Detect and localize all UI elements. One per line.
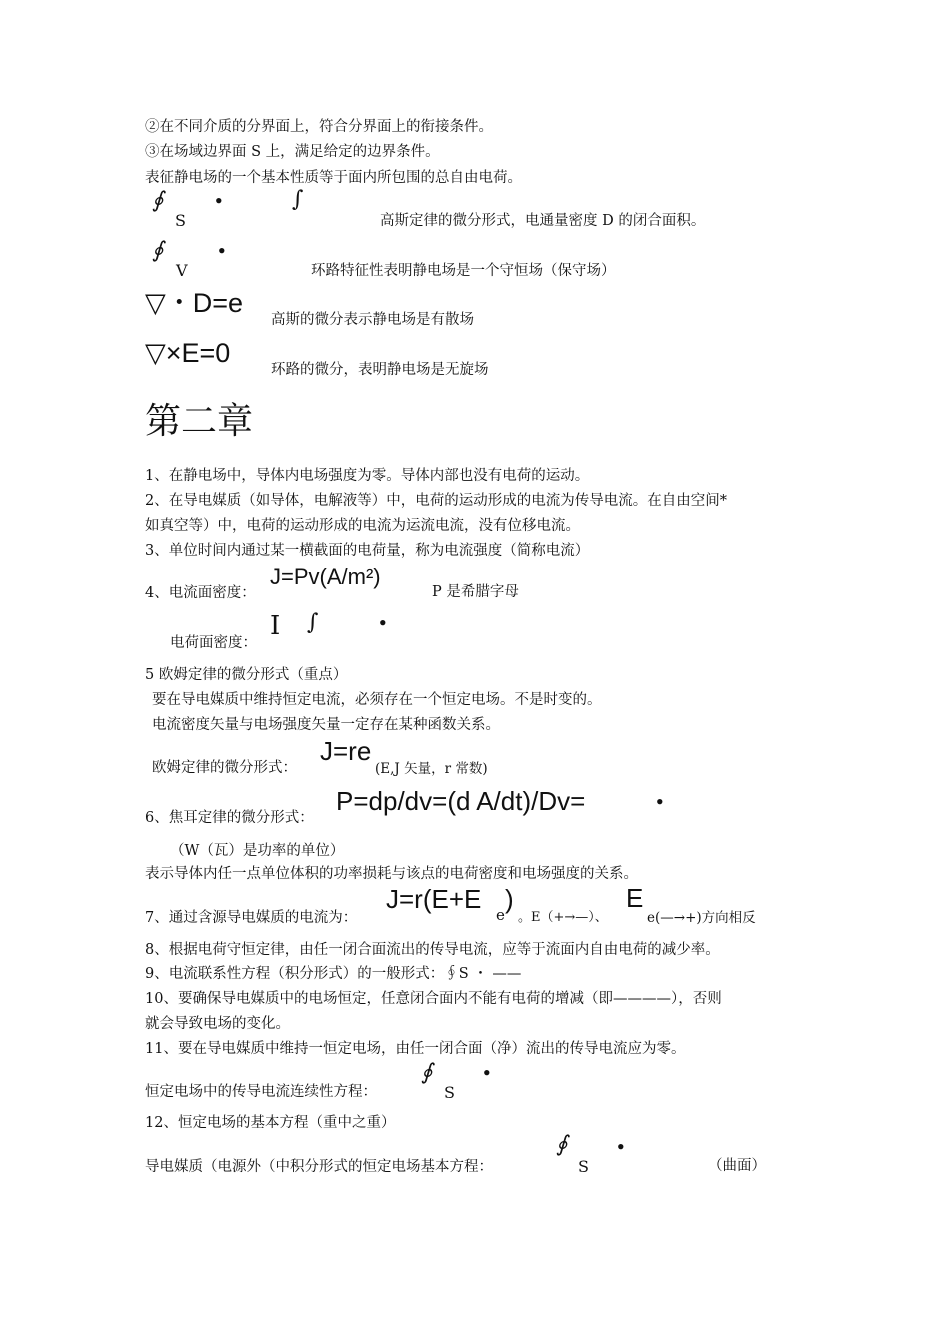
direction-note: 。E（+→—）、 (518, 910, 608, 925)
text-line: 3、单位时间内通过某一横截面的电荷量，称为电流强度（简称电流） (145, 543, 590, 559)
divergence-formula: ▽・D=e (145, 288, 244, 318)
text-line: 12、恒定电场的基本方程（重中之重） (145, 1115, 396, 1131)
section-heading: 5 欧姆定律的微分形式（重点） (145, 667, 348, 683)
loop-description: 环路特征性表明静电场是一个守恒场（保守场） (311, 263, 616, 279)
text-line: 11、要在导电媒质中维持一恒定电场，由任一闭合面（净）流出的传导电流应为零。 (145, 1041, 686, 1057)
subscript-v: V (176, 261, 188, 280)
curl-formula: ▽×E=0 (145, 338, 231, 368)
continuity-label: 恒定电场中的传导电流连续性方程： (145, 1084, 377, 1100)
ohm-formula: J=re (320, 736, 372, 766)
dot-operator: • (616, 1138, 626, 1156)
contour-integral-symbol: ∮ (152, 238, 164, 263)
text-line: 2、在导电媒质（如导体，电解液等）中，电荷的运动形成的电流为传导电流。在自由空间* (145, 493, 727, 509)
text-line: 表示导体内任一点单位体积的功率损耗与该点的电荷密度和电场强度的关系。 (145, 866, 638, 882)
text-line: 10、要确保导电媒质中的电场恒定，任意闭合面内不能有电荷的增减（即————），否则 (145, 991, 722, 1007)
basic-equation-label: 导电媒质（电源外（中积分形式的恒定电场基本方程： (145, 1159, 493, 1175)
current-density-label: 4、电流面密度： (145, 585, 256, 601)
subscript-s: S (444, 1083, 455, 1102)
integral-symbol: ∫ (307, 610, 319, 635)
surface-note: （曲面） (708, 1158, 766, 1174)
text-line: 如真空等）中，电荷的运动形成的电流为运流电流，没有位移电流。 (145, 518, 580, 534)
integral-symbol: ∫ (292, 187, 304, 212)
source-current-label: 7、通过含源导电媒质的电流为： (145, 910, 358, 926)
closing-paren: ) (505, 884, 514, 914)
text-line: ③在场域边界面 S 上，满足给定的边界条件。 (145, 144, 440, 160)
joule-formula: P=dp/dv=(d A/dt)/Dv= (336, 786, 586, 816)
dot-operator: • (655, 793, 665, 811)
ohm-note: (E,J 矢量，r 常数) (375, 761, 488, 777)
subscript-s: S (175, 211, 186, 230)
divergence-description: 高斯的微分表示静电场是有散场 (271, 312, 474, 328)
ohm-label: 欧姆定律的微分形式： (152, 760, 297, 776)
emf-symbol: E (626, 883, 644, 913)
text-line: 表征静电场的一个基本性质等于面内所包围的总自由电荷。 (145, 170, 522, 186)
dot-operator: • (482, 1064, 492, 1082)
current-density-note: P 是希腊字母 (432, 584, 519, 600)
dot-operator: • (217, 242, 227, 260)
charge-density-I: I (270, 611, 281, 641)
contour-integral-symbol: ∮ (421, 1060, 433, 1085)
contour-integral-symbol: ∮ (152, 188, 164, 213)
current-density-formula: J=Pv(A/m²) (270, 564, 381, 589)
joule-label: 6、焦耳定律的微分形式： (145, 810, 314, 826)
text-line: 8、根据电荷守恒定律，由任一闭合面流出的传导电流，应等于流面内自由电荷的减少率。 (145, 942, 720, 958)
text-line: 1、在静电场中，导体内电场强度为零。导体内部也没有电荷的运动。 (145, 468, 590, 484)
dot-operator: • (214, 192, 224, 210)
source-current-formula: J=r(E+E (386, 884, 482, 914)
text-line: 就会导致电场的变化。 (145, 1016, 290, 1032)
subscript-s: S (578, 1157, 589, 1176)
direction-note: e(—→+)方向相反 (647, 910, 756, 926)
contour-integral-symbol: ∮ (556, 1132, 568, 1157)
joule-unit-note: （W（瓦）是功率的单位） (170, 843, 345, 859)
gauss-description: 高斯定律的微分形式，电通量密度 D 的闭合面积。 (380, 213, 706, 229)
text-line: 要在导电媒质中维持恒定电流，必须存在一个恒定电场。不是时变的。 (152, 692, 602, 708)
dot-operator: • (378, 614, 388, 632)
text-line: ②在不同介质的分界面上，符合分界面上的衔接条件。 (145, 119, 493, 135)
charge-density-label: 电荷面密度： (170, 635, 257, 651)
text-line: 电流密度矢量与电场强度矢量一定存在某种函数关系。 (152, 717, 500, 733)
text-line: 9、电流联系性方程（积分形式）的一般形式：∮S ・ —— (145, 966, 522, 982)
chapter-title: 第二章 (145, 401, 254, 442)
subscript-e: e (496, 906, 505, 924)
curl-description: 环路的微分，表明静电场是无旋场 (271, 362, 489, 378)
